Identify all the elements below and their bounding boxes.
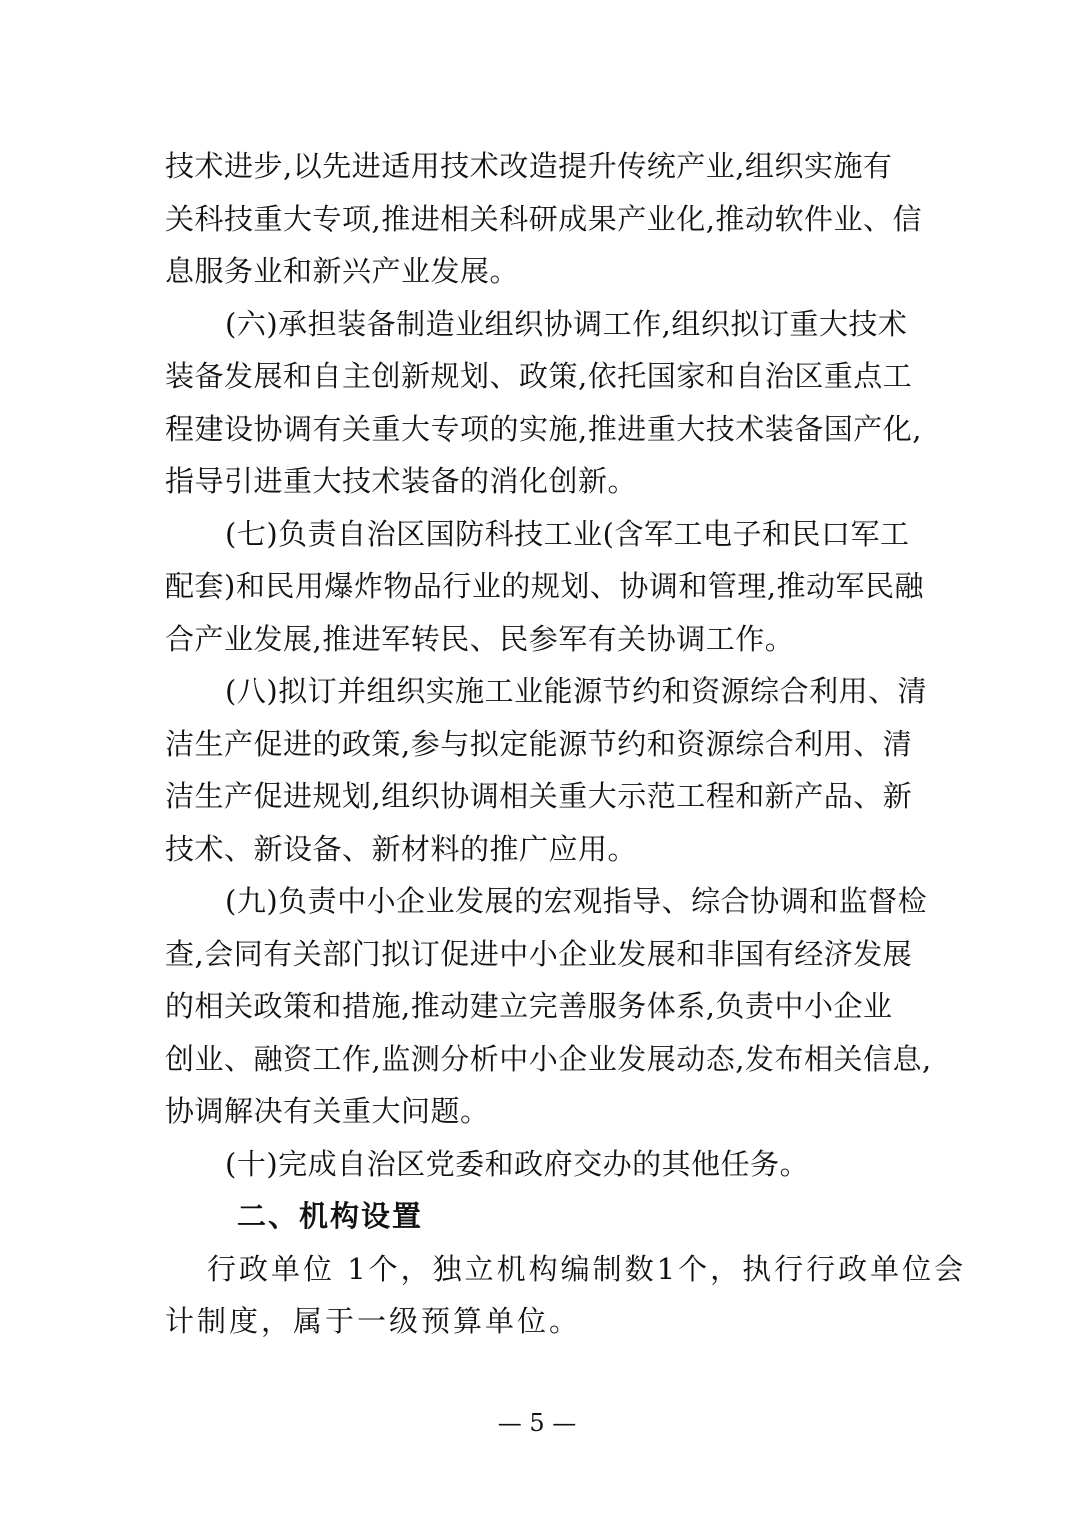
paragraph-line: 合产业发展,推进军转民、民参军有关协调工作。 [165, 621, 795, 656]
paragraph-line: (八)拟订并组织实施工业能源节约和资源综合利用、清 [225, 674, 928, 708]
paragraph-line: 技术进步,以先进适用技术改造提升传统产业,组织实施有 [165, 149, 893, 183]
page-number: — 5 — [497, 1409, 577, 1437]
paragraph-line: 洁生产促进规划,组织协调相关重大示范工程和新产品、新 [165, 779, 913, 813]
paragraph-line: 洁生产促进的政策,参与拟定能源节约和资源综合利用、清 [165, 726, 913, 761]
paragraph-line: 计制度，属于一级预算单位。 [165, 1304, 582, 1338]
paragraph-line: 行政单位 1个，独立机构编制数1个，执行行政单位会 [207, 1251, 967, 1286]
paragraph-line: 协调解决有关重大问题。 [165, 1094, 490, 1128]
paragraph-line: 查,会同有关部门拟订促进中小企业发展和非国有经济发展 [165, 936, 913, 971]
paragraph-line: (九)负责中小企业发展的宏观指导、综合协调和监督检 [225, 884, 928, 918]
paragraph-line: 技术、新设备、新材料的推广应用。 [165, 831, 638, 866]
paragraph-line: (七)负责自治区国防科技工业(含军工电子和民口军工 [225, 516, 910, 551]
paragraph-line: 指导引进重大技术装备的消化创新。 [165, 464, 638, 498]
paragraph-line: 配套)和民用爆炸物品行业的规划、协调和管理,推动军民融 [165, 569, 925, 603]
paragraph-line: 的相关政策和措施,推动建立完善服务体系,负责中小企业 [165, 989, 893, 1023]
paragraph-line: 息服务业和新兴产业发展。 [165, 254, 520, 288]
paragraph-line: 程建设协调有关重大专项的实施,推进重大技术装备国产化, [165, 411, 922, 446]
paragraph-line: (十)完成自治区党委和政府交办的其他任务。 [225, 1146, 810, 1181]
section-heading: 二、机构设置 [237, 1199, 424, 1233]
paragraph-line: 创业、融资工作,监测分析中小企业发展动态,发布相关信息, [165, 1041, 932, 1076]
paragraph-line: 装备发展和自主创新规划、政策,依托国家和自治区重点工 [165, 359, 913, 393]
paragraph-line: 关科技重大专项,推进相关科研成果产业化,推动软件业、信 [165, 201, 922, 236]
paragraph-line: (六)承担装备制造业组织协调工作,组织拟订重大技术 [225, 306, 908, 341]
body-text [165, 140, 967, 1348]
